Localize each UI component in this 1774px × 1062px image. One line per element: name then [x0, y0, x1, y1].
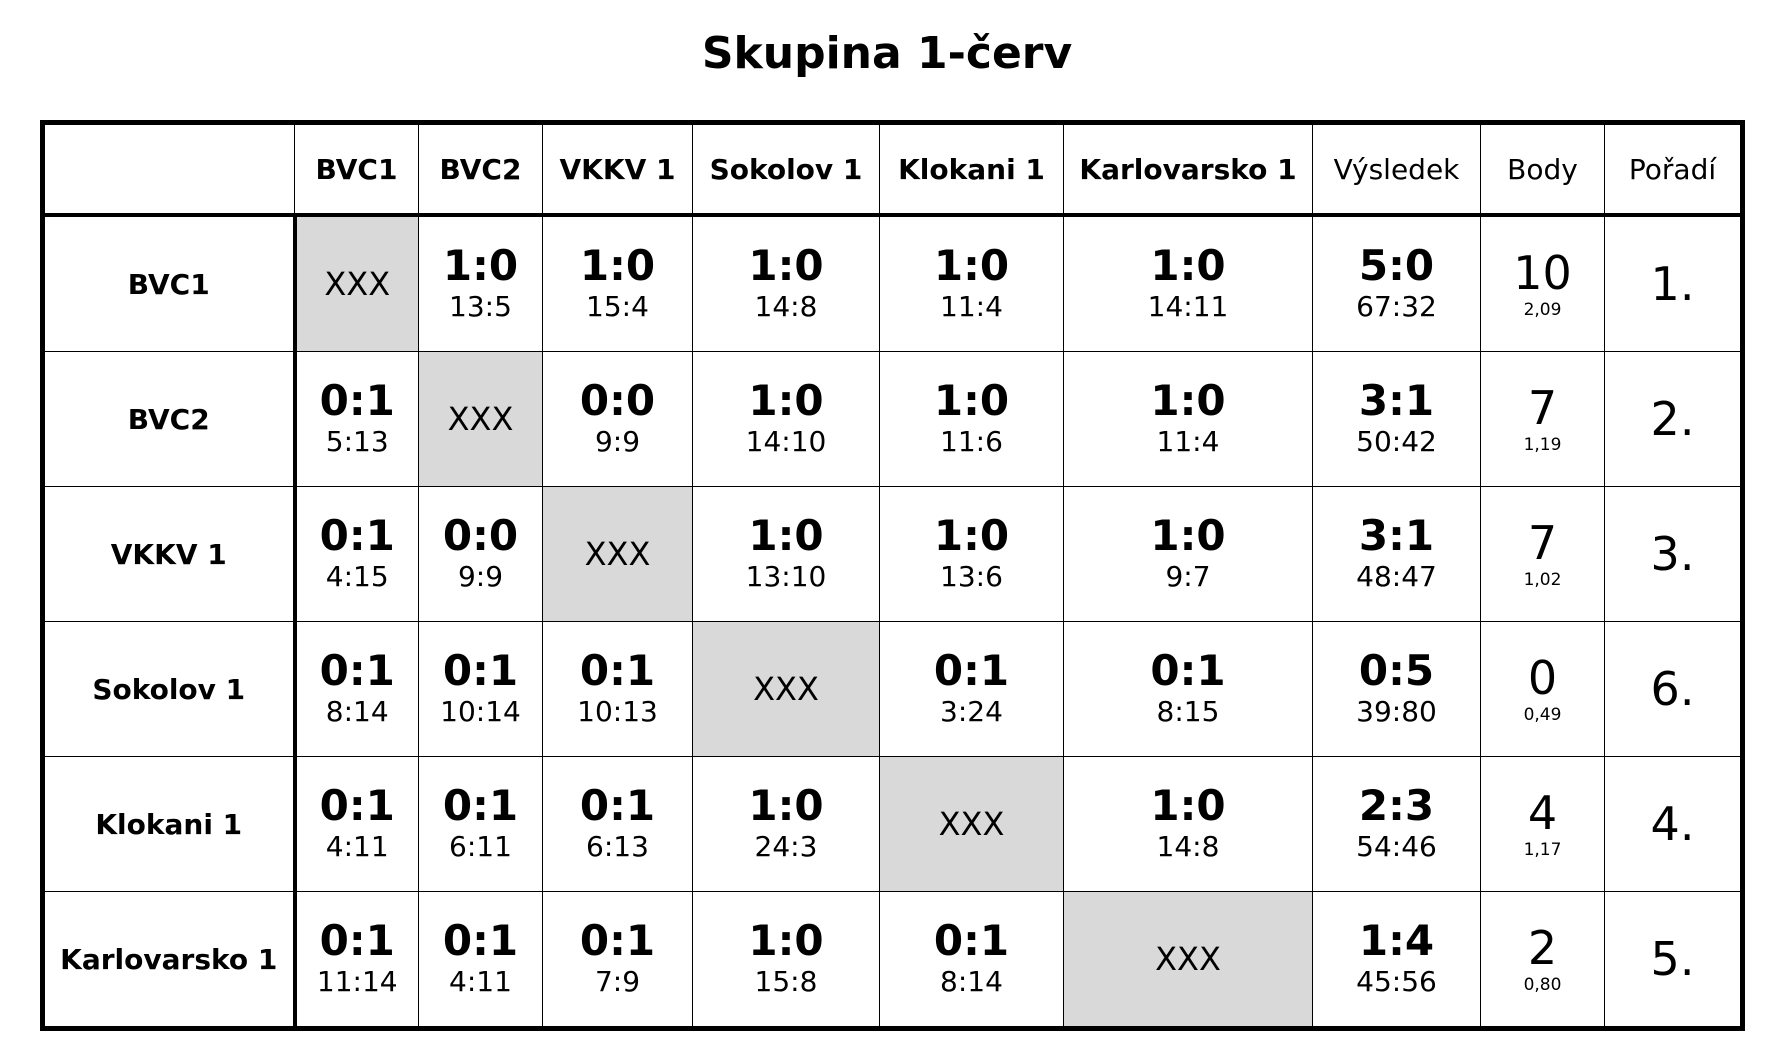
match-score: 0:1 [319, 916, 395, 965]
row-header-team: BVC2 [43, 352, 295, 487]
match-points: 11:4 [940, 290, 1003, 323]
rank-cell: 5. [1605, 892, 1743, 1029]
match-score: 1:0 [933, 511, 1010, 560]
result-points: 45:56 [1356, 965, 1437, 998]
self-match-cell: XXX [419, 352, 543, 487]
match-score: 0:1 [442, 646, 519, 695]
points-value: 2 [1527, 921, 1558, 975]
match-points: 9:9 [457, 560, 504, 593]
match-score: 0:1 [319, 376, 395, 425]
match-points: 8:15 [1156, 695, 1220, 728]
match-cell [693, 757, 880, 892]
points-ratio: 1,19 [1523, 435, 1562, 455]
match-points: 14:10 [745, 425, 827, 458]
match-cell [693, 352, 880, 487]
row-header-team: Sokolov 1 [43, 622, 295, 757]
corner-cell [43, 123, 295, 216]
match-score: 0:1 [933, 916, 1010, 965]
column-header-team: BVC2 [419, 123, 543, 216]
match-cell [543, 215, 693, 352]
match-cell [543, 892, 693, 1029]
result-score: 5:0 [1358, 241, 1435, 290]
result-points: 48:47 [1356, 560, 1437, 593]
match-score: 1:0 [748, 916, 824, 965]
match-cell [880, 215, 1064, 352]
match-score: 0:1 [933, 646, 1010, 695]
rank-cell: 4. [1605, 757, 1743, 892]
self-match-cell: XXX [693, 622, 880, 757]
match-points: 14:8 [754, 290, 818, 323]
match-points: 9:9 [594, 425, 641, 458]
match-score: 1:0 [748, 376, 824, 425]
points-value: 4 [1527, 786, 1558, 840]
match-score: 0:1 [1150, 646, 1226, 695]
table-row [43, 892, 1743, 1029]
match-cell [543, 622, 693, 757]
match-score: 0:1 [319, 781, 395, 830]
match-score: 1:0 [933, 241, 1010, 290]
match-score: 1:0 [579, 241, 656, 290]
match-cell [1064, 622, 1313, 757]
column-header-team: Sokolov 1 [693, 123, 880, 216]
match-points: 7:9 [594, 965, 641, 998]
match-score: 1:0 [933, 376, 1010, 425]
match-points: 15:4 [586, 290, 649, 323]
match-score: 1:0 [1150, 781, 1226, 830]
match-cell [693, 487, 880, 622]
points-ratio: 1,17 [1523, 840, 1562, 860]
standings-table [40, 120, 1745, 1031]
match-points: 13:6 [940, 560, 1003, 593]
result-cell [1313, 757, 1481, 892]
result-cell [1313, 215, 1481, 352]
result-points: 67:32 [1356, 290, 1437, 323]
result-score: 0:5 [1358, 646, 1435, 695]
points-value: 0 [1527, 651, 1558, 705]
table-row [43, 622, 1743, 757]
match-score: 1:0 [442, 241, 519, 290]
match-points: 14:8 [1156, 830, 1220, 863]
match-cell [693, 892, 880, 1029]
points-ratio: 2,09 [1523, 300, 1562, 320]
rank-cell: 6. [1605, 622, 1743, 757]
column-header-rank: Pořadí [1605, 123, 1743, 216]
match-cell [543, 352, 693, 487]
points-cell [1481, 757, 1605, 892]
result-cell [1313, 487, 1481, 622]
result-cell [1313, 622, 1481, 757]
match-points: 4:15 [325, 560, 389, 593]
table-row [43, 487, 1743, 622]
match-points: 9:7 [1165, 560, 1211, 593]
column-header-points: Body [1481, 123, 1605, 216]
match-points: 13:5 [449, 290, 512, 323]
match-score: 0:1 [442, 916, 519, 965]
match-cell [880, 892, 1064, 1029]
match-points: 8:14 [325, 695, 389, 728]
match-points: 10:14 [440, 695, 521, 728]
match-points: 13:10 [745, 560, 827, 593]
match-cell [1064, 757, 1313, 892]
column-header-team: VKKV 1 [543, 123, 693, 216]
match-cell [419, 487, 543, 622]
result-score: 2:3 [1358, 781, 1435, 830]
match-points: 5:13 [325, 425, 389, 458]
match-score: 0:1 [579, 646, 656, 695]
self-match-cell: XXX [1064, 892, 1313, 1029]
match-score: 1:0 [748, 241, 824, 290]
result-score: 3:1 [1358, 376, 1435, 425]
points-ratio: 0,80 [1523, 975, 1562, 995]
match-score: 1:0 [748, 781, 824, 830]
points-cell [1481, 622, 1605, 757]
match-cell [693, 215, 880, 352]
result-points: 39:80 [1356, 695, 1437, 728]
match-cell [419, 622, 543, 757]
rank-cell: 2. [1605, 352, 1743, 487]
match-cell [295, 352, 419, 487]
table-row [43, 352, 1743, 487]
column-header-team: Karlovarsko 1 [1064, 123, 1313, 216]
points-cell [1481, 892, 1605, 1029]
match-points: 4:11 [449, 965, 512, 998]
result-cell [1313, 352, 1481, 487]
result-score: 1:4 [1358, 916, 1435, 965]
rank-cell: 3. [1605, 487, 1743, 622]
column-header-team: Klokani 1 [880, 123, 1064, 216]
points-cell [1481, 487, 1605, 622]
result-points: 54:46 [1356, 830, 1437, 863]
match-cell [880, 622, 1064, 757]
match-points: 3:24 [940, 695, 1003, 728]
match-points: 6:11 [449, 830, 512, 863]
match-points: 14:11 [1147, 290, 1229, 323]
match-cell [543, 757, 693, 892]
result-points: 50:42 [1356, 425, 1437, 458]
match-cell [295, 757, 419, 892]
match-cell [1064, 487, 1313, 622]
match-points: 4:11 [325, 830, 389, 863]
match-points: 11:14 [316, 965, 398, 998]
match-score: 0:1 [579, 781, 656, 830]
match-score: 0:1 [442, 781, 519, 830]
table-row [43, 757, 1743, 892]
page-title: Skupina 1-červ [701, 28, 1073, 79]
points-value: 7 [1527, 381, 1558, 435]
match-cell [295, 487, 419, 622]
self-match-cell: XXX [295, 215, 419, 352]
points-cell [1481, 215, 1605, 352]
result-cell [1313, 892, 1481, 1029]
match-cell [295, 892, 419, 1029]
row-header-team: VKKV 1 [43, 487, 295, 622]
table-body [43, 215, 1743, 1029]
match-score: 0:0 [579, 376, 656, 425]
match-points: 8:14 [940, 965, 1003, 998]
self-match-cell: XXX [880, 757, 1064, 892]
points-cell [1481, 352, 1605, 487]
match-points: 11:4 [1156, 425, 1220, 458]
match-points: 24:3 [754, 830, 818, 863]
row-header-team: BVC1 [43, 215, 295, 352]
result-score: 3:1 [1358, 511, 1435, 560]
points-ratio: 0,49 [1523, 705, 1562, 725]
match-cell [295, 622, 419, 757]
table-row [43, 215, 1743, 352]
match-score: 1:0 [1150, 511, 1226, 560]
match-score: 1:0 [1150, 241, 1226, 290]
row-header-team: Klokani 1 [43, 757, 295, 892]
match-points: 15:8 [754, 965, 818, 998]
match-points: 10:13 [577, 695, 658, 728]
row-header-team: Karlovarsko 1 [43, 892, 295, 1029]
match-cell [1064, 352, 1313, 487]
match-score: 0:1 [319, 646, 395, 695]
points-value: 10 [1513, 246, 1572, 300]
match-score: 1:0 [1150, 376, 1226, 425]
column-header-result: Výsledek [1313, 123, 1481, 216]
match-cell [1064, 215, 1313, 352]
match-cell [419, 757, 543, 892]
match-cell [880, 487, 1064, 622]
match-score: 1:0 [748, 511, 824, 560]
match-points: 6:13 [586, 830, 649, 863]
match-score: 0:0 [442, 511, 519, 560]
match-cell [880, 352, 1064, 487]
rank-cell: 1. [1605, 215, 1743, 352]
column-header-team: BVC1 [295, 123, 419, 216]
match-cell [419, 215, 543, 352]
match-cell [419, 892, 543, 1029]
match-score: 0:1 [579, 916, 656, 965]
match-score: 0:1 [319, 511, 395, 560]
header-row [43, 123, 1743, 216]
match-points: 11:6 [940, 425, 1003, 458]
self-match-cell: XXX [543, 487, 693, 622]
points-ratio: 1,02 [1523, 570, 1562, 590]
points-value: 7 [1527, 516, 1558, 570]
